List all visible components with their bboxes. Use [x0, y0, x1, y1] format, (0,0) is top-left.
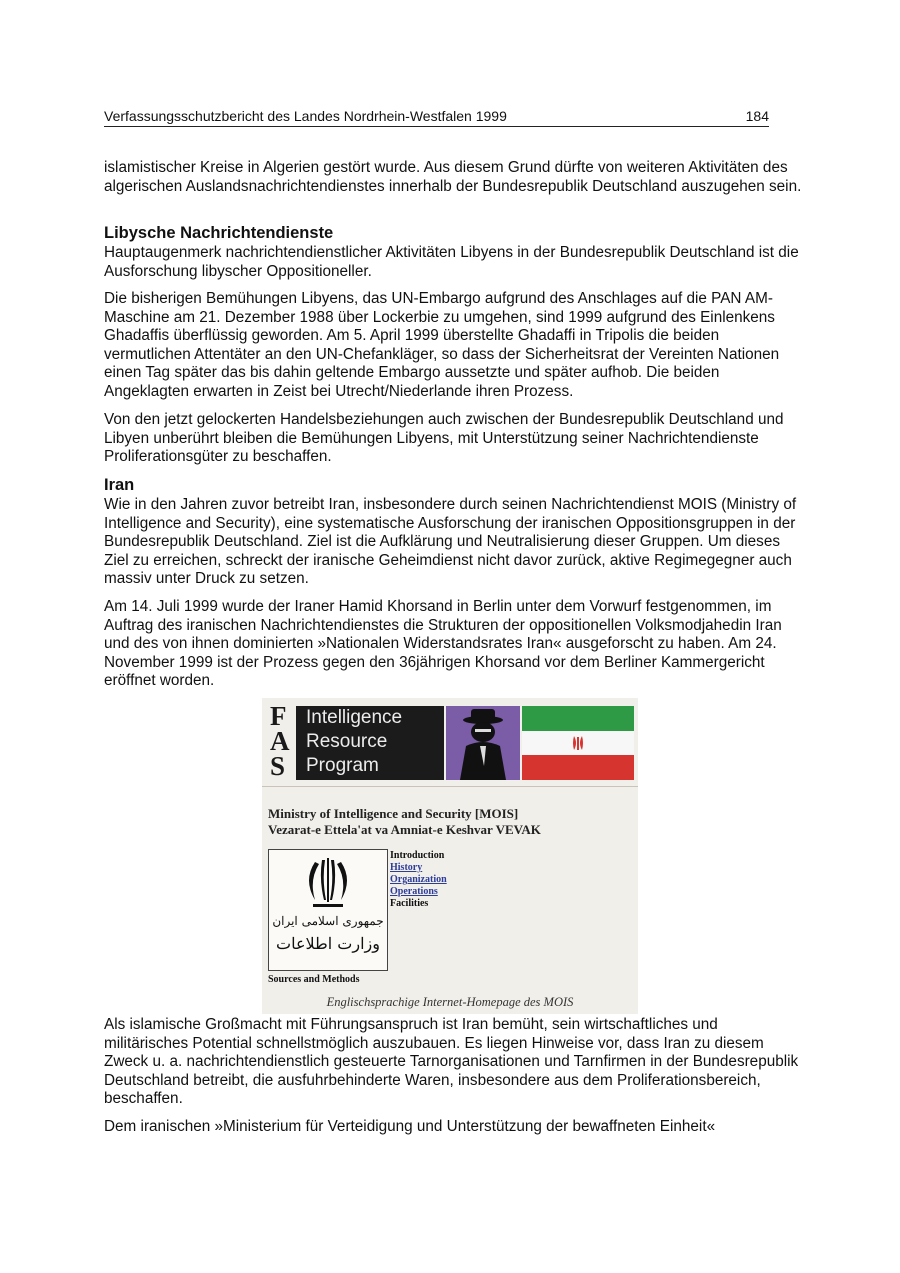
- nav-facilities[interactable]: Facilities: [390, 898, 429, 909]
- mois-title: Ministry of Intelligence and Security [MOIS] Vezarat-e Ettela'at va Amniat-e Keshvar VEVAK: [268, 806, 541, 837]
- heading-iran: Iran: [104, 476, 135, 494]
- nav-history[interactable]: History: [390, 862, 423, 873]
- mois-homepage-figure: [262, 698, 638, 1014]
- emblem-text-republic: جمهوری اسلامی ایران: [272, 914, 384, 928]
- irp-title-box: [296, 706, 444, 780]
- paragraph-lockerbie: Die bisherigen Bemühungen Libyens, das UN-Embargo aufgrund des Anschlages auf die PAN AM-Maschine am 21. Dezember 1988 über Lockerbie zu umgehen, sind 1999 aufgrund des Einlenkens Ghadaffis überflüssig geworden. Am 5. April 1999 überstellte Ghadaffi in Tripolis die beiden vermutlichen Attentäter an den UN-Chefankläger, so dass der Sicherheitsrat der Vereinten Nationen einen Tag später das bis dahin geltende Embargo aussetzte und später aufhob. Die beiden Angeklagten erwarten in Zeist bei Utrecht/Niederlande ihren Prozess.: [104, 290, 780, 400]
- iran-emblem-icon: [269, 856, 387, 916]
- mois-emblem: [268, 849, 388, 971]
- mois-nav: [390, 850, 447, 910]
- paragraph-iran-mois: Wie in den Jahren zuvor betreibt Iran, insbesondere durch seinen Nachrichtendienst MOIS (Ministry of Intelligence and Security), eine systematische Ausforschung der iranischen Oppositionsgruppen in der Bundesrepublik Deutschland. Ziel ist die Aufklärung und Neutralisierung dieser Gruppen. Um dieses Ziel zu erreichen, schreckt der iranische Geheimdienst nicht davor zurück, aktive Regimegegner auch massiv unter Druck zu setzen.: [104, 496, 797, 588]
- banner-line-1: Intelligence: [306, 707, 403, 728]
- banner-line-2: Resource: [306, 731, 388, 752]
- banner-line-3: Program: [306, 755, 379, 776]
- paragraph-ministry: Dem iranischen »Ministerium für Verteidigung und Unterstützung der bewaffneten Einheit«: [104, 1118, 716, 1135]
- paragraph-libya-intro: Hauptaugenmerk nachrichtendienstlicher Aktivitäten Libyens in der Bundesrepublik Deutschland ist die Ausforschung libyscher Oppositioneller.: [104, 244, 799, 280]
- nav-introduction[interactable]: Introduction: [390, 850, 445, 861]
- paragraph-libya-trade: Von den jetzt gelockerten Handelsbeziehungen auch zwischen der Bundesrepublik Deutschland und Libyen unberührt bleiben die Bemühungen Libyens, mit Unterstützung seiner Nachrichtendienste Proliferationsgüter zu beschaffen.: [104, 411, 784, 466]
- iran-flag-icon: [522, 706, 634, 780]
- sources-and-methods[interactable]: Sources and Methods: [268, 974, 360, 985]
- figure-caption: Englischsprachige Internet-Homepage des MOIS: [326, 995, 574, 1009]
- paragraph-khorsand: Am 14. Juli 1999 wurde der Iraner Hamid Khorsand in Berlin unter dem Vorwurf festgenommen, im Auftrag des iranischen Nachrichtendienstes die Strukturen der oppositionellen Volksmodjahedin Iran und des von ihnen dominierten »Nationalen Widerstandsrates Iran« ausgeforscht zu haben. Am 24. November 1999 ist der Prozess gegen den 36jährigen Khorsand vor dem Berliner Kammergericht eröffnet worden.: [104, 598, 782, 690]
- paragraph-algeria: islamistischer Kreise in Algerien gestört wurde. Aus diesem Grund dürfte von weiteren Aktivitäten des algerischen Auslandsnachrichtendienstes innerhalb der Bundesrepublik Deutschland auszugehen sein.: [104, 159, 802, 195]
- fas-banner: [262, 698, 638, 784]
- figure-divider: [262, 786, 638, 787]
- page-number: 184: [745, 108, 769, 124]
- paragraph-iran-proliferation: Als islamische Großmacht mit Führungsanspruch ist Iran bemüht, sein wirtschaftliches und militärisches Potential schnellstmöglich auszubauen. Es liegen Hinweise vor, dass Iran zu diesem Zweck u. a. nachrichtendienstlich gesteuerte Tarnorganisationen und Tarnfirmen in der Bundesrepublik Deutschland betreibt, die ausfuhrbehinderte Waren, insbesondere aus dem Proliferationsbereich, beschaffen.: [104, 1016, 799, 1108]
- running-header: [104, 108, 769, 127]
- spy-icon: [446, 706, 520, 780]
- nav-operations[interactable]: Operations: [390, 886, 438, 897]
- heading-libya: Libysche Nachrichtendienste: [104, 224, 334, 242]
- nav-organization[interactable]: Organization: [390, 874, 447, 885]
- fas-logo: F A S: [270, 701, 290, 781]
- emblem-text-ministry: وزارت اطلاعات: [276, 934, 380, 953]
- report-title: Verfassungsschutzbericht des Landes Nordrhein-Westfalen 1999: [104, 108, 507, 124]
